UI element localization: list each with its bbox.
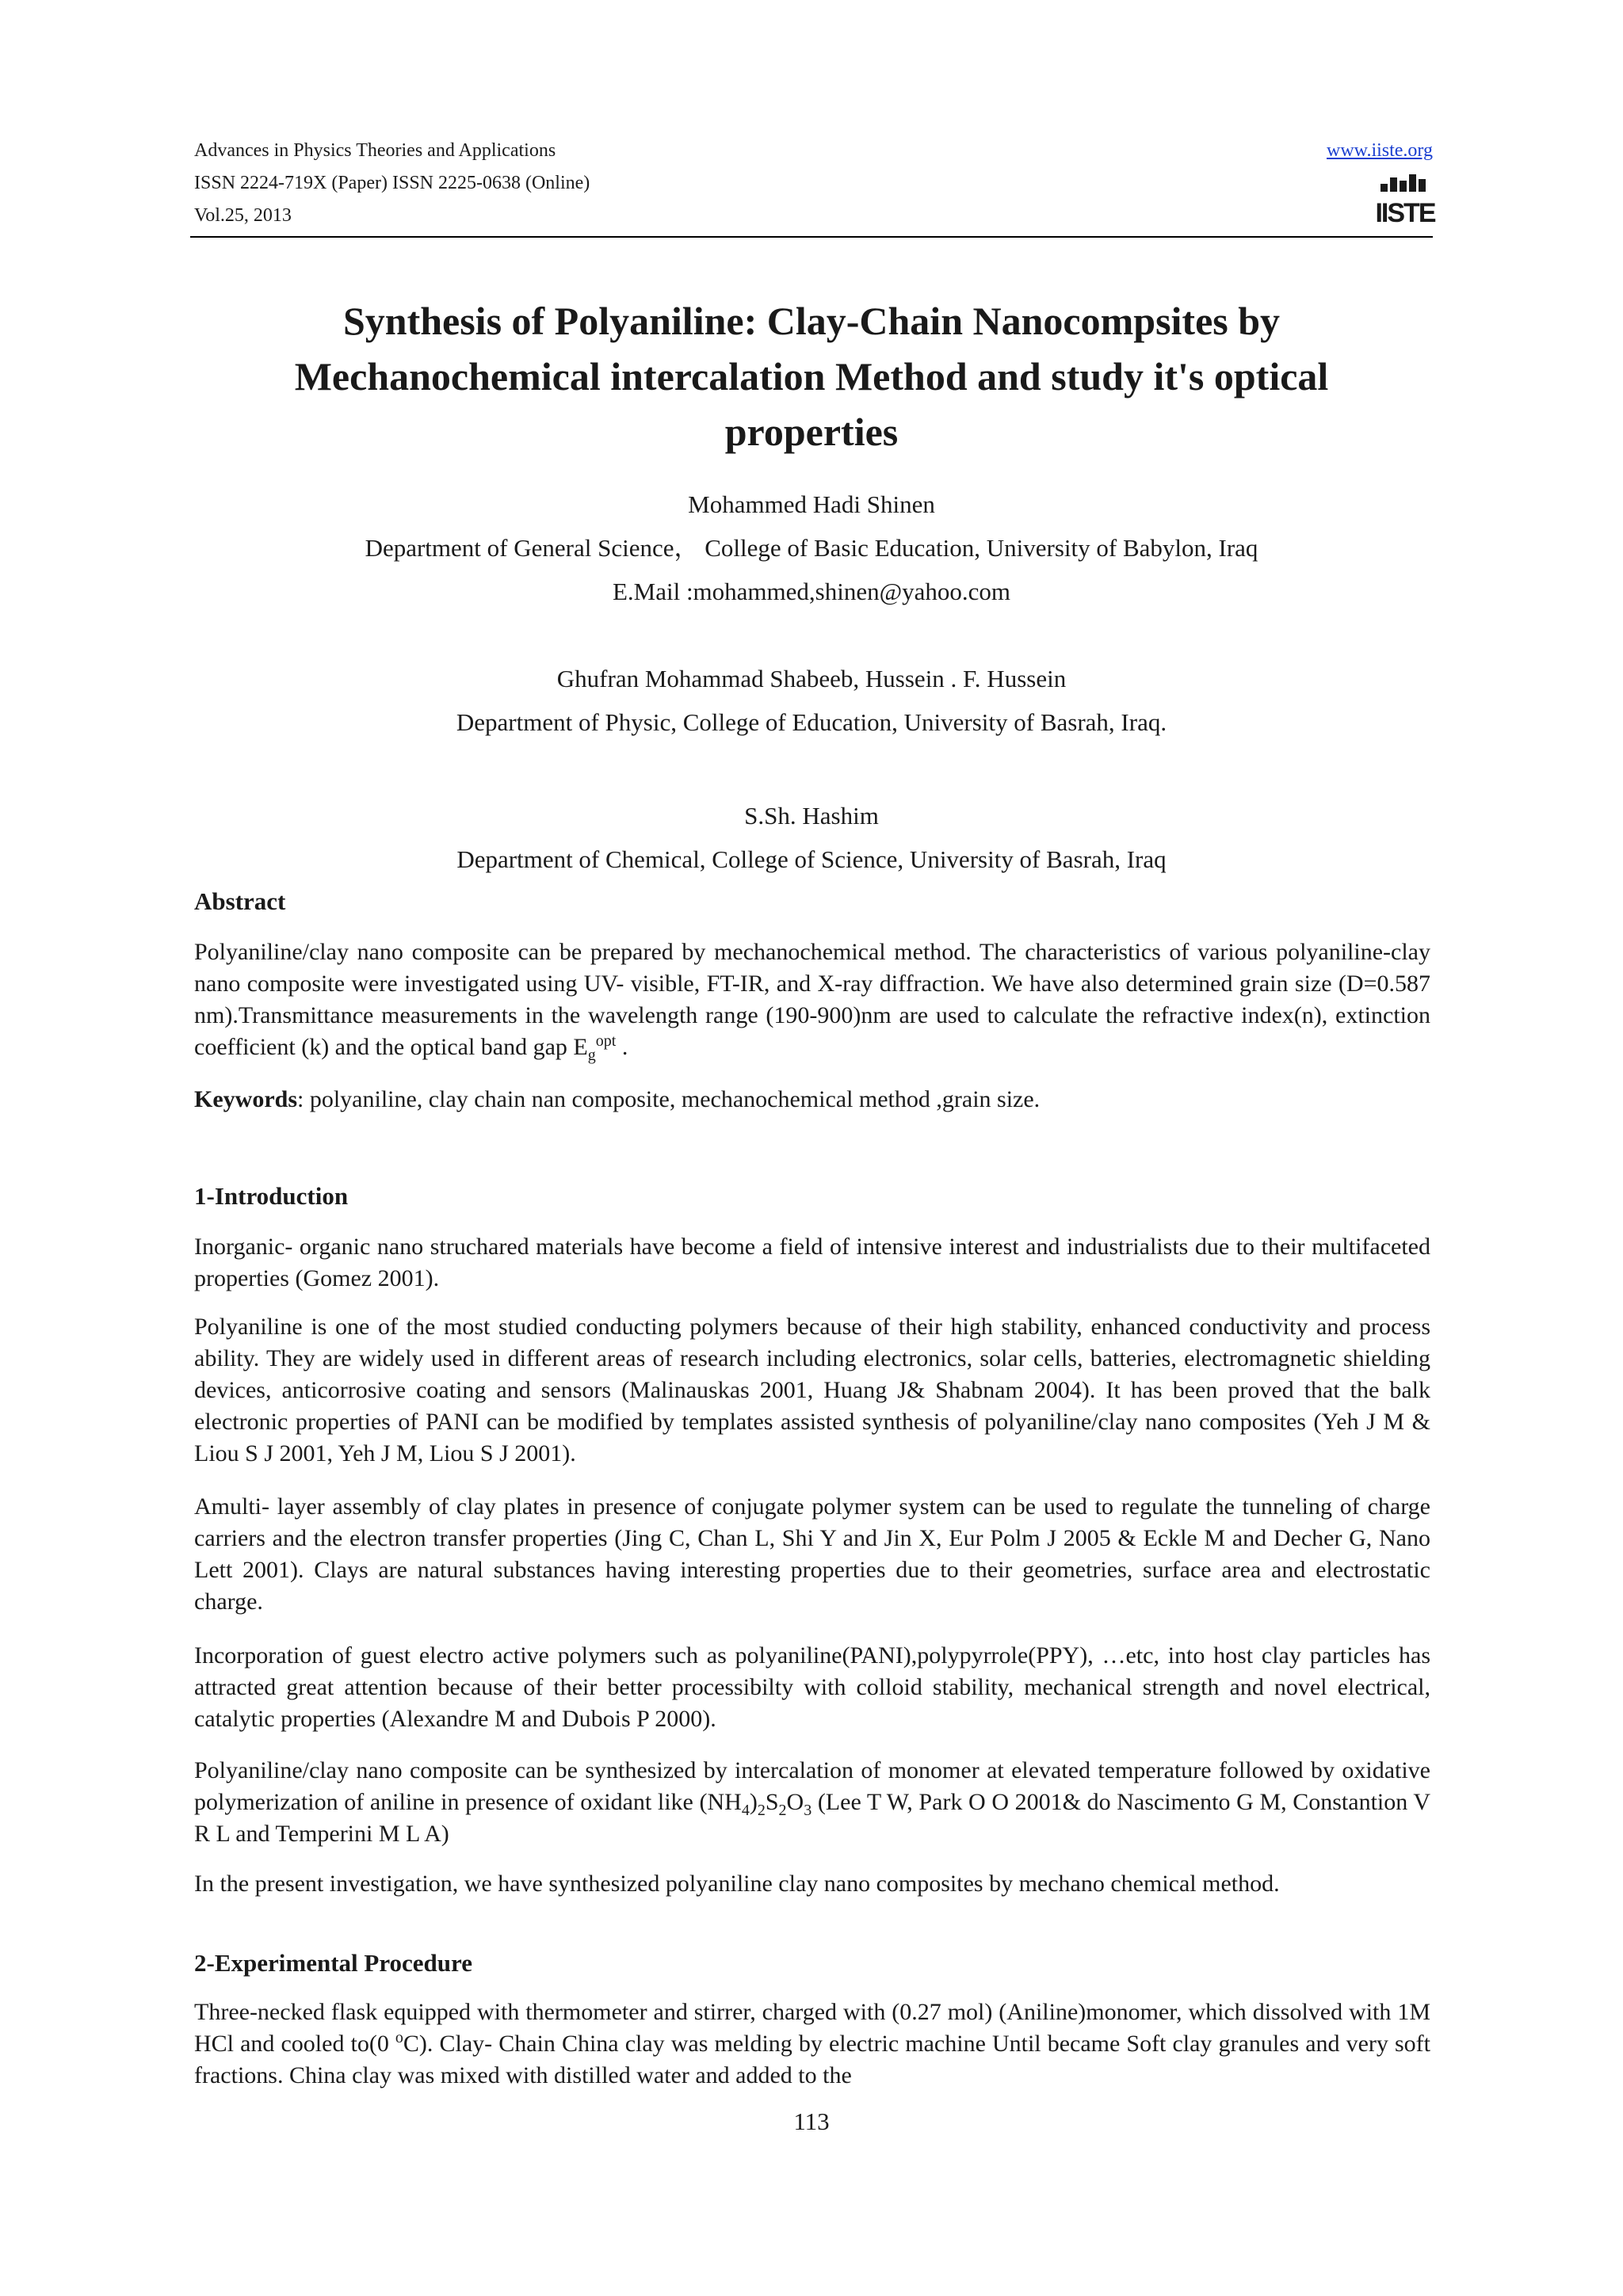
iiste-logo: [1375, 173, 1435, 228]
intro-paragraph-3: Amulti- layer assembly of clay plates in presence of conjugate polymer system can be used to regulate the tunneling of charge carriers and the electron transfer properties (Jing C, Chan L, Shi Y and Jin X, Eur Polm J 2005 & Eckle M and Decher G, Nano Lett 2001). Clays are natural substances having interesting properties due to their geometries, surface area and electrostatic charge.: [194, 1493, 1430, 1615]
header-right: [1327, 135, 1433, 167]
volume-line: Vol.25, 2013: [194, 205, 292, 226]
introduction-heading: 1-Introduction: [194, 1182, 349, 1210]
abstract-heading: Abstract: [194, 887, 286, 915]
intro-paragraph-4: Incorporation of guest electro active polymers such as polyaniline(PANI),polypyrrole(PPY), …etc, into host clay particles has attracted great attention because of their better processibilty with colloid stability, mechanical strength and novel electrical, catalytic properties (Alexandre M and Dubois P 2000).: [194, 1642, 1430, 1732]
title-line-3: properties: [724, 410, 899, 454]
author-1-email: E.Mail :mohammed,shinen@yahoo.com: [612, 578, 1011, 605]
title-line-2: Mechanochemical intercalation Method and study it's optical: [294, 354, 1329, 399]
author-2-affiliation: Department of Physic, College of Education, University of Basrah, Iraq.: [456, 708, 1167, 736]
svg-text:IISTE: IISTE: [1375, 198, 1435, 228]
journal-header: [194, 135, 590, 232]
author-2-names: Ghufran Mohammad Shabeeb, Hussein . F. Hussein: [556, 665, 1067, 692]
header-rule: [190, 236, 1433, 238]
abstract-body: [194, 936, 1430, 1063]
abstract-text: Polyaniline/clay nano composite can be prepared by mechanochemical method. The characteristics of various polyaniline-clay nano composite were investigated using UV- visible, FT-IR, and X-ray diffraction. We have also determined grain size (D=0.587 nm).Transmittance measurements in the wavelength range (190-900)nm are used to calculate the refractive index(n), extinction coefficient (k) and the optical band gap $E_g^{opt}$ .: [194, 939, 1430, 1064]
author-3-affiliation: Department of Chemical, College of Science, University of Basrah, Iraq: [456, 845, 1167, 873]
page-number: 113: [793, 2107, 830, 2135]
experimental-heading: 2-Experimental Procedure: [194, 1949, 472, 1977]
website-link[interactable]: www.iiste.org: [1327, 140, 1433, 161]
journal-name: Advances in Physics Theories and Applications: [194, 140, 556, 161]
author-3-name: S.Sh. Hashim: [744, 802, 879, 830]
author-1-name: Mohammed Hadi Shinen: [688, 490, 935, 518]
intro-paragraph-2: Polyaniline is one of the most studied conducting polymers because of their high stability, enhanced conductivity and process ability. They are widely used in different areas of research including electronics, solar cells, batteries, electromagnetic shielding devices, anticorrosive coating and sensors (Malinauskas 2001, Huang J& Shabnam 2004). It has been proved that the balk electronic properties of PANI can be modified by templates assisted synthesis of polyaniline/clay nano composites (Yeh J M & Liou S J 2001, Yeh J M, Liou S J 2001).: [194, 1314, 1430, 1466]
intro-paragraph-6: In the present investigation, we have synthesized polyaniline clay nano composites by mechano chemical method.: [194, 1871, 1280, 1897]
issn-line: ISSN 2224-719X (Paper) ISSN 2225-0638 (Online): [194, 173, 590, 193]
experimental-paragraph-1: Three-necked flask equipped with thermometer and stirrer, charged with (0.27 mol) (Aniline)monomer, which dissolved with 1M HCl and cooled to(0 $^o$C). Clay- Chain China clay was melding by electric machine Until became Soft clay granules and very soft fractions. China clay was mixed with distilled water and added to the: [194, 1999, 1430, 2088]
author-1-affiliation: Department of General Science， College of Basic Education, University of Babylon, Iraq: [365, 534, 1258, 562]
keywords: [194, 1084, 1430, 1116]
paper-title: [190, 293, 1433, 460]
keywords-text: : polyaniline, clay chain nan composite, mechanochemical method ,grain size.: [297, 1086, 1041, 1112]
title-line-1: Synthesis of Polyaniline: Clay-Chain Nanocompsites by: [342, 299, 1281, 343]
keywords-label: Keywords: [194, 1086, 297, 1112]
intro-paragraph-5: Polyaniline/clay nano composite can be synthesized by intercalation of monomer at elevated temperature followed by oxidative polymerization of aniline in presence of oxidant like $(NH_4)_2S_2O_3$ (Lee T W, Park O O 2001& do Nascimento G M, Constantion V R L and Temperini M L A): [194, 1757, 1431, 1847]
intro-paragraph-1: Inorganic- organic nano struchared materials have become a field of intensive interest and industrialists due to their multifaceted properties (Gomez 2001).: [194, 1234, 1430, 1291]
